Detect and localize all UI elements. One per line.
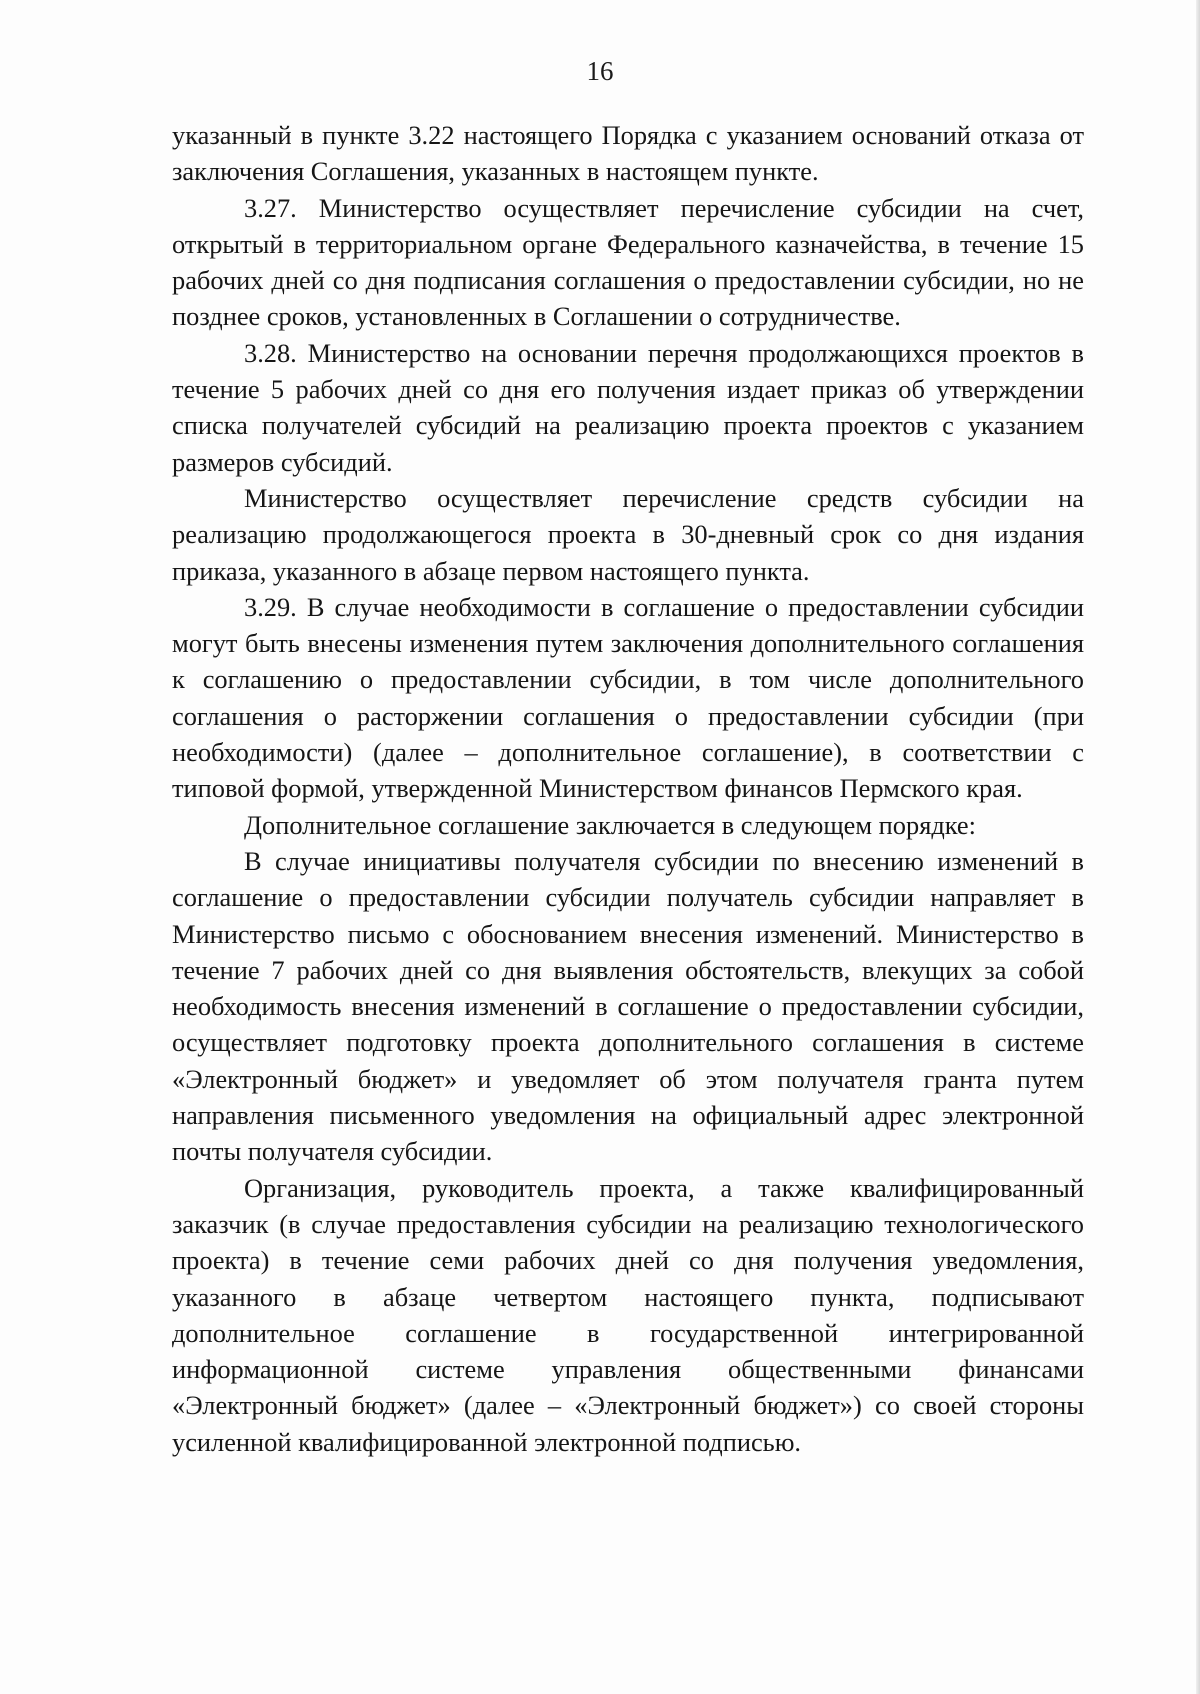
paragraph-3-28: 3.28. Министерство на основании перечня продолжающихся проектов в течение 5 рабочих дней со дня его получения издает приказ об утверждении списка получателей субсидий на реализацию проекта проектов с указанием размеров субсидий. [172,337,1084,477]
paragraph-3-29: 3.29. В случае необходимости в соглашение о предоставлении субсидии могут быть внесены изменения путем заключения дополнительного соглашения к соглашению о предоставлении субсидии, в том числе дополнительного соглашения о расторжении соглашения о предоставлении субсидии (при необходимости) (далее – дополнительное соглашение), в соответствии с типовой формой, утвержденной Министерством финансов Пермского края. [172,591,1084,804]
paragraph-3-28-second: Министерство осуществляет перечисление средств субсидии на реализацию продолжающегося проекта в 30-дневный срок со дня издания приказа, указанного в абзаце первом настоящего пункта. [172,482,1084,586]
paragraph-3-29-signing: Организация, руководитель проекта, а также квалифицированный заказчик (в случае предоставления субсидии на реализацию технологического проекта) в течение семи рабочих дней со дня получения уведомления, указанного в абзаце четвертом настоящего пункта, подписывают дополнительное соглашение в государственной интегрированной информационной системе управления общественными финансами «Электронный бюджет» (далее – «Электронный бюджет») со своей стороны усиленной квалифицированной электронной подписью. [172,1172,1084,1457]
page-number: 16 [586,56,614,86]
paragraph-3-29-initiative: В случае инициативы получателя субсидии по внесению изменений в соглашение о предоставлении субсидии получатель субсидии направляет в Министерство письмо с обоснованием внесения изменений. Министерство в течение 7 рабочих дней со дня выявления обстоятельств, влекущих за собой необходимость внесения изменений в соглашение о предоставлении субсидии, осуществляет подготовку проекта дополнительного соглашения в системе «Электронный бюджет» и уведомляет об этом получателя гранта путем направления письменного уведомления на официальный адрес электронной почты получателя субсидии. [172,845,1084,1167]
scan-edge [1196,0,1200,1694]
document-body [172,117,1084,1460]
paragraph-3-29-order: Дополнительное соглашение заключается в следующем порядке: [244,809,976,840]
paragraph-continuation: указанный в пункте 3.22 настоящего Порядка с указанием оснований отказа от заключения Соглашения, указанных в настоящем пункте. [172,120,1084,187]
paragraph-3-27: 3.27. Министерство осуществляет перечисление субсидии на счет, открытый в территориальном органе Федерального казначейства, в течение 15 рабочих дней со дня подписания соглашения о предоставлении субсидии, но не позднее сроков, установленных в Соглашении о сотрудничестве. [172,192,1084,332]
